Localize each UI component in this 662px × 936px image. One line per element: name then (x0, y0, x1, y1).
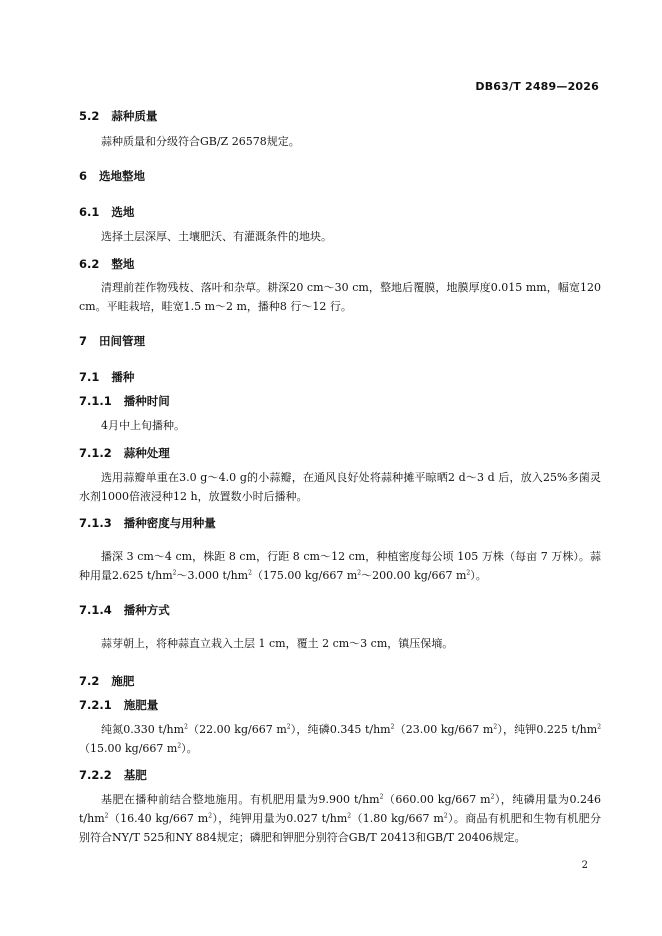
text-run: ），纯钾用量为0.027 t/hm (212, 812, 348, 825)
superscript-2: 2 (286, 723, 291, 731)
text-run: 纯氮0.330 t/hm (101, 723, 185, 736)
section-title: 播种方式 (123, 603, 170, 617)
section-number: 7 (79, 334, 88, 348)
section-title: 播种时间 (123, 394, 170, 408)
text-run: （175.00 kg/667 m (251, 569, 358, 582)
superscript-2: 2 (379, 793, 384, 801)
superscript-2: 2 (357, 569, 362, 577)
heading-7-2-2 (79, 767, 147, 783)
text-run: ），纯钾0.225 t/hm (497, 723, 598, 736)
text-run: ）。 (470, 569, 487, 582)
section-number: 7.2 (79, 674, 100, 688)
heading-6-2 (79, 256, 134, 272)
superscript-2: 2 (208, 812, 213, 820)
text-run: 基肥在播种前结合整地施用。有机肥用量为9.900 t/hm (101, 793, 380, 806)
superscript-2: 2 (390, 723, 395, 731)
superscript-2: 2 (104, 812, 109, 820)
heading-7-1 (79, 369, 134, 385)
paragraph-7-1-2: 选用蒜瓣单重在3.0 g～4.0 g的小蒜瓣，在通风良好处将蒜种摊平晾晒2 d～3 d 后，放入25%多菌灵水剂1000倍液浸种12 h，放置数小时后播种。 (79, 471, 601, 503)
section-title: 施肥量 (123, 698, 159, 712)
paragraph-7-2-1 (79, 720, 601, 758)
section-number: 7.1.2 (79, 446, 112, 460)
superscript-2: 2 (443, 812, 448, 820)
superscript-2: 2 (248, 569, 252, 577)
section-title: 蒜种质量 (111, 109, 158, 123)
text-run: （1.80 kg/667 m (351, 812, 444, 825)
heading-7-1-3 (79, 515, 216, 531)
section-number: 7.1.4 (79, 603, 112, 617)
superscript-2: 2 (184, 723, 188, 731)
paragraph-7-1-1: 4月中上旬播种。 (101, 419, 185, 432)
text-run: ～3.000 t/hm (176, 569, 249, 582)
text-run: 播深 3 cm～4 cm，株距 8 cm，行距 8 cm～12 cm，种植密度每公顷 105 万株（每亩 7 万株）。蒜种用量2.625 t/hm (79, 550, 601, 582)
text-run: （23.00 kg/667 m (394, 723, 494, 736)
section-number: 5.2 (79, 109, 100, 123)
section-number: 7.1 (79, 370, 100, 384)
section-number: 6.1 (79, 205, 100, 219)
text-run: ）。商品有机肥和生物有机肥分别符合NY/T 525和NY 884规定；磷肥和钾肥分别符合GB/T 20413和GB/T 20406规定。 (79, 812, 602, 844)
text-run: （16.40 kg/667 m (108, 812, 209, 825)
text-run: ），纯磷用量为0.246 t/hm (79, 793, 601, 825)
superscript-2: 2 (177, 742, 182, 750)
paragraph-7-1-3 (79, 547, 601, 585)
section-number: 7.2.1 (79, 698, 112, 712)
superscript-2: 2 (172, 569, 177, 577)
heading-5-2 (79, 108, 157, 124)
text-run: （15.00 kg/667 m (79, 742, 178, 755)
section-title: 整地 (111, 257, 135, 271)
section-title: 选地整地 (99, 169, 146, 183)
text-run: ～200.00 kg/667 m (361, 569, 467, 582)
heading-7-1-1 (79, 393, 170, 409)
superscript-2: 2 (490, 793, 495, 801)
superscript-2: 2 (597, 723, 602, 731)
section-title: 施肥 (111, 674, 135, 688)
text-run: （660.00 kg/667 m (383, 793, 491, 806)
section-number: 7.2.2 (79, 768, 112, 782)
heading-7-2-1 (79, 697, 158, 713)
section-title: 播种 (111, 370, 135, 384)
text-run: ）。 (181, 742, 198, 755)
heading-6-1 (79, 204, 134, 220)
text-run: （22.00 kg/667 m (187, 723, 287, 736)
section-number: 7.1.1 (79, 394, 112, 408)
section-title: 基肥 (123, 768, 147, 782)
section-title: 播种密度与用种量 (123, 516, 216, 530)
heading-6 (79, 168, 145, 184)
paragraph-7-1-4: 蒜芽朝上，将种蒜直立栽入土层 1 cm，覆土 2 cm～3 cm，镇压保墒。 (101, 637, 454, 650)
heading-7-1-2 (79, 445, 170, 461)
section-number: 7.1.3 (79, 516, 112, 530)
section-title: 选地 (111, 205, 135, 219)
superscript-2: 2 (493, 723, 498, 731)
section-number: 6.2 (79, 257, 100, 271)
heading-7 (79, 333, 145, 349)
page-number: 2 (581, 860, 588, 871)
paragraph-5-2: 蒜种质量和分级符合GB/Z 26578规定。 (101, 135, 300, 148)
superscript-2: 2 (466, 569, 471, 577)
superscript-2: 2 (347, 812, 352, 820)
paragraph-6-1: 选择土层深厚、土壤肥沃、有灌溉条件的地块。 (101, 230, 332, 243)
heading-7-2 (79, 673, 134, 689)
section-title: 蒜种处理 (123, 446, 170, 460)
paragraph-7-2-2 (79, 790, 601, 847)
text-run: ），纯磷0.345 t/hm (290, 723, 391, 736)
section-title: 田间管理 (99, 334, 146, 348)
document-code: DB63/T 2489—2026 (475, 80, 599, 93)
paragraph-6-2: 清理前茬作物残枝、落叶和杂草。耕深20 cm～30 cm，整地后覆膜，地膜厚度0.015 mm，幅宽120 cm。平畦栽培，畦宽1.5 m～2 m，播种8 行～12 行。 (79, 281, 601, 313)
section-number: 6 (79, 169, 88, 183)
heading-7-1-4 (79, 602, 170, 618)
